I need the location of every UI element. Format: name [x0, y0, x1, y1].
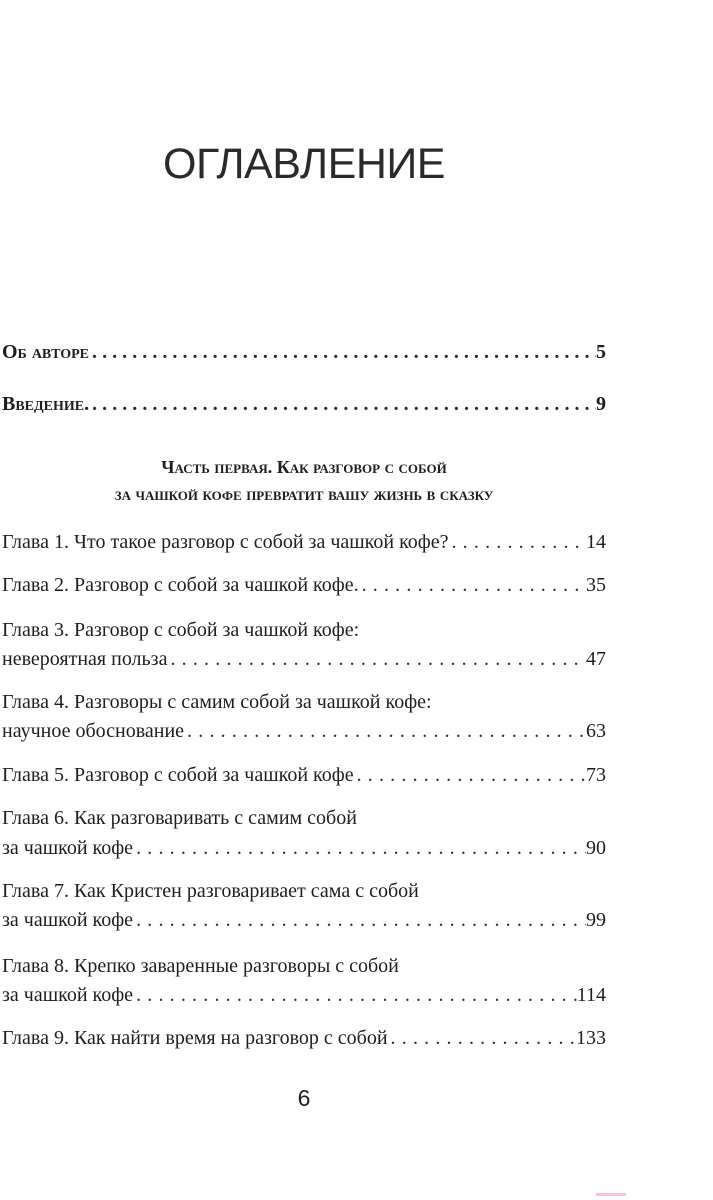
leader-dots: [133, 981, 577, 1009]
page-title: ОГЛАВЛЕНИЕ: [163, 140, 445, 188]
toc-entry-introduction[interactable]: [2, 390, 606, 418]
leader-dots: [89, 338, 596, 366]
toc-entry-label-cont: невероятная польза: [2, 648, 168, 670]
toc-chapter-6[interactable]: [2, 834, 606, 862]
toc-entry-label-cont: научное обоснование: [2, 720, 185, 742]
leader-dots: [359, 571, 586, 599]
toc-chapter-4[interactable]: [2, 717, 606, 745]
leader-dots: [89, 390, 596, 418]
toc-entry-about-author[interactable]: [2, 338, 606, 366]
toc-entry-label: Глава 6. Как разговаривать с самим собой: [2, 807, 357, 829]
toc-chapter-5[interactable]: [2, 761, 606, 789]
toc-chapter-3[interactable]: [2, 645, 606, 673]
leader-dots: [184, 717, 586, 745]
page-number: 6: [297, 1085, 311, 1111]
leader-dots: [133, 834, 586, 862]
toc-chapter-7-title[interactable]: [2, 877, 606, 905]
leader-dots: [448, 528, 586, 556]
corner-mark: [596, 1193, 626, 1196]
toc-entry-page: 35: [586, 574, 606, 596]
toc-entry-page: 133: [576, 1027, 606, 1049]
part-heading-line1: Часть первая. Как разговор с собой: [161, 457, 447, 477]
toc-entry-label-cont: за чашкой кофе: [2, 837, 134, 859]
leader-dots: [388, 1024, 576, 1052]
toc-chapter-2[interactable]: [2, 571, 606, 599]
toc-chapter-3-title[interactable]: [2, 616, 606, 644]
leader-dots: [167, 645, 586, 673]
toc-chapter-9[interactable]: [2, 1024, 606, 1052]
toc-entry-label: Об авторе: [2, 341, 90, 363]
toc-entry-label: Глава 5. Разговор с собой за чашкой кофе: [2, 764, 354, 786]
leader-dots: [354, 761, 586, 789]
part-heading-line2: за чашкой кофе превратит вашу жизнь в сказку: [114, 484, 494, 504]
toc-entry-label-cont: за чашкой кофе: [2, 984, 134, 1006]
toc-chapter-7[interactable]: [2, 906, 606, 934]
toc-entry-label: Глава 4. Разговоры с самим собой за чашкой кофе:: [2, 691, 432, 713]
toc-chapter-8[interactable]: [2, 981, 606, 1009]
toc-entry-label: Глава 1. Что такое разговор с собой за чашкой кофе?: [2, 531, 449, 553]
toc-entry-page: 90: [586, 837, 606, 859]
toc-entry-label: Глава 7. Как Кристен разговаривает сама с собой: [2, 880, 419, 902]
leader-dots: [133, 906, 586, 934]
toc-entry-page: 63: [586, 720, 606, 742]
toc-chapter-6-title[interactable]: [2, 804, 606, 832]
toc-entry-page: 9: [596, 393, 606, 415]
toc-entry-page: 47: [586, 648, 606, 670]
toc-entry-label-cont: за чашкой кофе: [2, 909, 134, 931]
toc-entry-label: Глава 2. Разговор с собой за чашкой кофе.: [2, 574, 359, 596]
toc-chapter-8-title[interactable]: [2, 952, 606, 980]
toc-chapter-4-title[interactable]: [2, 688, 606, 716]
toc-entry-page: 14: [586, 531, 606, 553]
toc-entry-label: Введение.: [2, 393, 90, 415]
toc-entry-page: 114: [576, 984, 606, 1006]
toc-entry-label: Глава 8. Крепко заваренные разговоры с собой: [2, 955, 399, 977]
toc-entry-label: Глава 9. Как найти время на разговор с собой: [2, 1027, 388, 1049]
toc-entry-page: 99: [586, 909, 606, 931]
toc-entry-page: 5: [596, 341, 606, 363]
toc-chapter-1[interactable]: [2, 528, 606, 556]
toc-entry-label: Глава 3. Разговор с собой за чашкой кофе:: [2, 619, 360, 641]
toc-entry-page: 73: [586, 764, 606, 786]
